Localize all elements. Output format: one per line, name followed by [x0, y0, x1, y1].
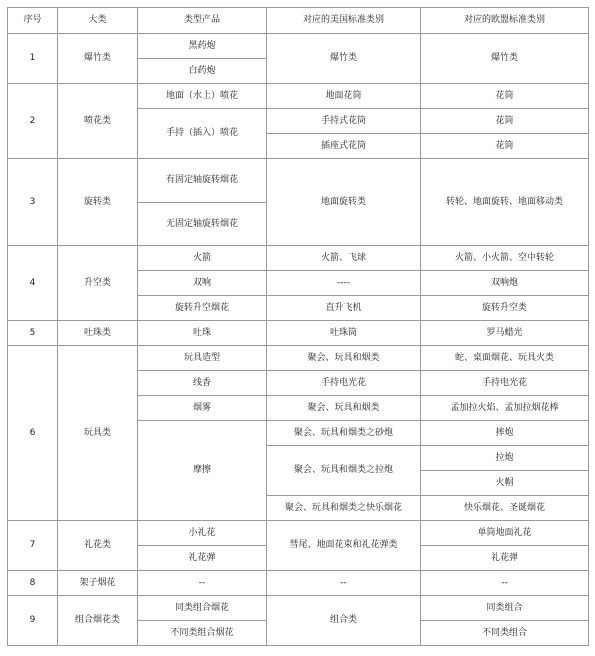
- table-row: [8, 346, 589, 371]
- product-cell: 玩具造型: [138, 346, 267, 371]
- us-standard-cell: 手持电光花: [267, 371, 421, 396]
- table-row: [8, 34, 589, 59]
- product-cell: 无固定轴旋转烟花: [138, 203, 267, 246]
- header-cell-us-standard: 对应的美国标准类别: [267, 8, 421, 34]
- row-number: 7: [8, 521, 58, 571]
- category-cell: 旋转类: [58, 159, 138, 246]
- header-row: [8, 8, 589, 34]
- product-cell: 线香: [138, 371, 267, 396]
- eu-standard-cell: 火箭、小火箭、空中转轮: [421, 246, 589, 271]
- header-cell-no: 序号: [8, 8, 58, 34]
- eu-standard-cell: 花筒: [421, 134, 589, 159]
- eu-standard-cell: 礼花弹: [421, 546, 589, 571]
- eu-standard-cell: 摔炮: [421, 421, 589, 446]
- row-number: 9: [8, 596, 58, 646]
- product-cell: 火箭: [138, 246, 267, 271]
- us-standard-cell: 插座式花筒: [267, 134, 421, 159]
- row-number: 5: [8, 321, 58, 346]
- us-standard-cell: 火箭、飞球: [267, 246, 421, 271]
- row-number: 1: [8, 34, 58, 84]
- eu-standard-cell: 单筒地面礼花: [421, 521, 589, 546]
- table-row: [8, 596, 589, 621]
- eu-standard-cell: 孟加拉火焰、孟加拉烟花棒: [421, 396, 589, 421]
- category-cell: 玩具类: [58, 346, 138, 521]
- category-cell: 喷花类: [58, 84, 138, 159]
- product-cell: 地面（水上）喷花: [138, 84, 267, 109]
- eu-standard-cell: 花筒: [421, 84, 589, 109]
- us-standard-cell: 直升飞机: [267, 296, 421, 321]
- category-cell: 礼花类: [58, 521, 138, 571]
- us-standard-cell: 聚会、玩具和烟类: [267, 396, 421, 421]
- category-cell: 组合烟花类: [58, 596, 138, 646]
- product-cell: 小礼花: [138, 521, 267, 546]
- us-standard-cell: 吐珠筒: [267, 321, 421, 346]
- us-standard-cell: 地面旋转类: [267, 159, 421, 246]
- eu-standard-cell: --: [421, 571, 589, 596]
- product-cell: 摩擦: [138, 421, 267, 521]
- category-cell: 爆竹类: [58, 34, 138, 84]
- eu-standard-cell: 手持电光花: [421, 371, 589, 396]
- product-cell: 白药炮: [138, 59, 267, 84]
- eu-standard-cell: 罗马蜡光: [421, 321, 589, 346]
- eu-standard-cell: 拉炮: [421, 446, 589, 471]
- table-row: [8, 321, 589, 346]
- product-cell: 烟雾: [138, 396, 267, 421]
- table-row: [8, 159, 589, 203]
- row-number: 2: [8, 84, 58, 159]
- us-standard-cell: 地面花筒: [267, 84, 421, 109]
- fireworks-classification-table: [7, 7, 589, 646]
- category-cell: 吐珠类: [58, 321, 138, 346]
- header-cell-category: 大类: [58, 8, 138, 34]
- us-standard-cell: 爆竹类: [267, 34, 421, 84]
- row-number: 6: [8, 346, 58, 521]
- eu-standard-cell: 双响炮: [421, 271, 589, 296]
- header-cell-product: 类型产品: [138, 8, 267, 34]
- us-standard-cell: ----: [267, 271, 421, 296]
- product-cell: 礼花弹: [138, 546, 267, 571]
- product-cell: 有固定轴旋转烟花: [138, 159, 267, 203]
- us-standard-cell: --: [267, 571, 421, 596]
- table-row: [8, 571, 589, 596]
- eu-standard-cell: 同类组合: [421, 596, 589, 621]
- row-number: 8: [8, 571, 58, 596]
- product-cell: 同类组合烟花: [138, 596, 267, 621]
- category-cell: 升空类: [58, 246, 138, 321]
- category-cell: 架子烟花: [58, 571, 138, 596]
- table-row: [8, 521, 589, 546]
- product-cell: 手持（插入）喷花: [138, 109, 267, 159]
- us-standard-cell: 组合类: [267, 596, 421, 646]
- product-cell: 黑药炮: [138, 34, 267, 59]
- eu-standard-cell: 蛇、桌面烟花、玩具火类: [421, 346, 589, 371]
- eu-standard-cell: 不同类组合: [421, 621, 589, 646]
- us-standard-cell: 聚会、玩具和烟类之砂炮: [267, 421, 421, 446]
- us-standard-cell: 聚会、玩具和烟类之快乐烟花: [267, 496, 421, 521]
- table-row: [8, 246, 589, 271]
- eu-standard-cell: 爆竹类: [421, 34, 589, 84]
- eu-standard-cell: 火帽: [421, 471, 589, 496]
- row-number: 4: [8, 246, 58, 321]
- eu-standard-cell: 旋转升空类: [421, 296, 589, 321]
- eu-standard-cell: 花筒: [421, 109, 589, 134]
- us-standard-cell: 聚会、玩具和烟类之拉炮: [267, 446, 421, 496]
- product-cell: 双响: [138, 271, 267, 296]
- us-standard-cell: 聚会、玩具和烟类: [267, 346, 421, 371]
- product-cell: 旋转升空烟花: [138, 296, 267, 321]
- us-standard-cell: 手持式花筒: [267, 109, 421, 134]
- row-number: 3: [8, 159, 58, 246]
- product-cell: 吐珠: [138, 321, 267, 346]
- product-cell: --: [138, 571, 267, 596]
- eu-standard-cell: 快乐烟花、圣诞烟花: [421, 496, 589, 521]
- header-cell-eu-standard: 对应的欧盟标准类别: [421, 8, 589, 34]
- table-row: [8, 84, 589, 109]
- us-standard-cell: 彗尾、地面花束和礼花弹类: [267, 521, 421, 571]
- eu-standard-cell: 转轮、地面旋转、地面移动类: [421, 159, 589, 246]
- product-cell: 不同类组合烟花: [138, 621, 267, 646]
